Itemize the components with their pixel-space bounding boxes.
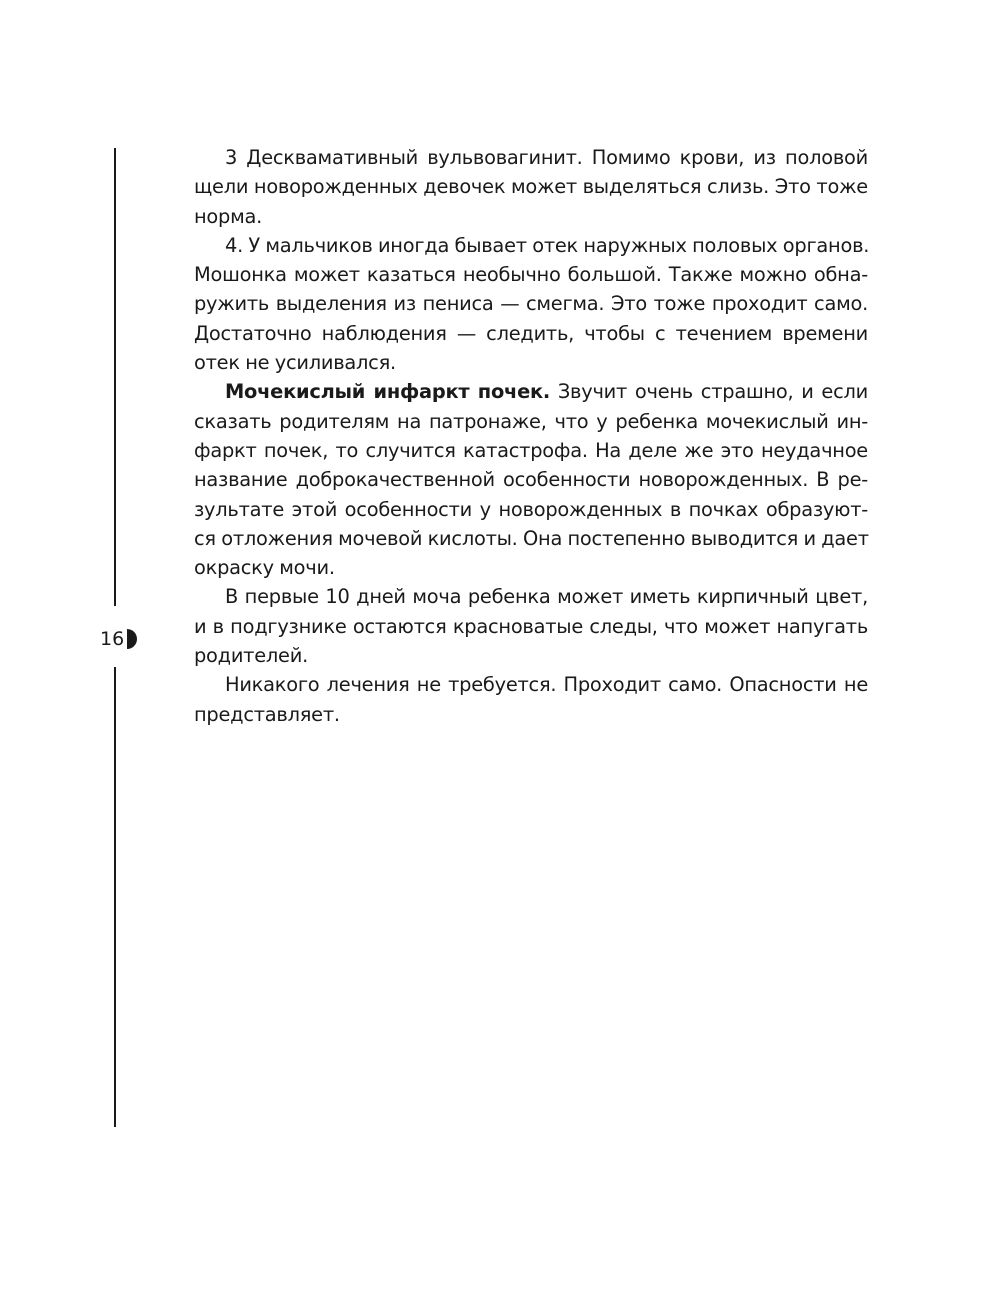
paragraph-3-line-1 (194, 377, 868, 406)
paragraph-1-line-3: норма. (194, 204, 263, 228)
page-tab-icon (127, 629, 137, 649)
paragraph-4-line-3: родителей. (194, 644, 308, 668)
paragraph-3-lead-rest: Звучит очень страшно, и если (550, 380, 868, 404)
paragraph-3-line-4: название доброкачественной особенности новорожденных. В ре- (194, 468, 868, 492)
paragraph-2-line-3: ружить выделения из пениса — смегма. Это тоже проходит само. (194, 292, 868, 316)
paragraph-2-line-2: Мошонка может казаться необычно большой. Также можно обна- (194, 263, 868, 287)
page-marker (100, 624, 137, 654)
paragraph-2-line-1: 4. У мальчиков иногда бывает отек наружных половых органов. (225, 233, 870, 257)
paragraph-4-line-2: и в подгузнике остаются красноватые следы, что может напугать (194, 614, 868, 638)
paragraph-1-line-1: 3 Десквамативный вульвовагинит. Помимо крови, из половой (225, 146, 868, 169)
paragraph-3-line-5: зультате этой особенности у новорожденных в почках образуют- (194, 497, 868, 521)
paragraph-2-line-5: отек не усиливался. (194, 351, 396, 375)
paragraph-2-line-4: Достаточно наблюдения — следить, чтобы с течением времени (194, 321, 868, 345)
paragraph-4-line-1: В первые 10 дней моча ребенка может иметь кирпичный цвет, (225, 585, 868, 609)
paragraph-3-lead-term: Мочекислый инфаркт почек. (225, 380, 551, 404)
paragraph-3-line-6: ся отложения мочевой кислоты. Она постепенно выводится и дает (194, 526, 869, 550)
paragraph-1-line-2: щели новорожденных девочек может выделяться слизь. Это тоже (194, 175, 868, 199)
paragraph-3-line-3: фаркт почек, то случится катастрофа. На деле же это неудачное (194, 438, 868, 462)
paragraph-5-line-1: Никакого лечения не требуется. Проходит само. Опасности не (225, 673, 868, 697)
paragraph-5-line-2: представляет. (194, 702, 340, 726)
body-text (194, 143, 868, 729)
paragraph-3-line-7: окраску мочи. (194, 556, 335, 580)
page-number: 16 (100, 628, 125, 650)
margin-rule-top (114, 148, 116, 606)
margin-rule-bottom (114, 667, 116, 1127)
paragraph-3-line-2: сказать родителям на патронаже, что у ребенка мочекислый ин- (194, 409, 868, 433)
